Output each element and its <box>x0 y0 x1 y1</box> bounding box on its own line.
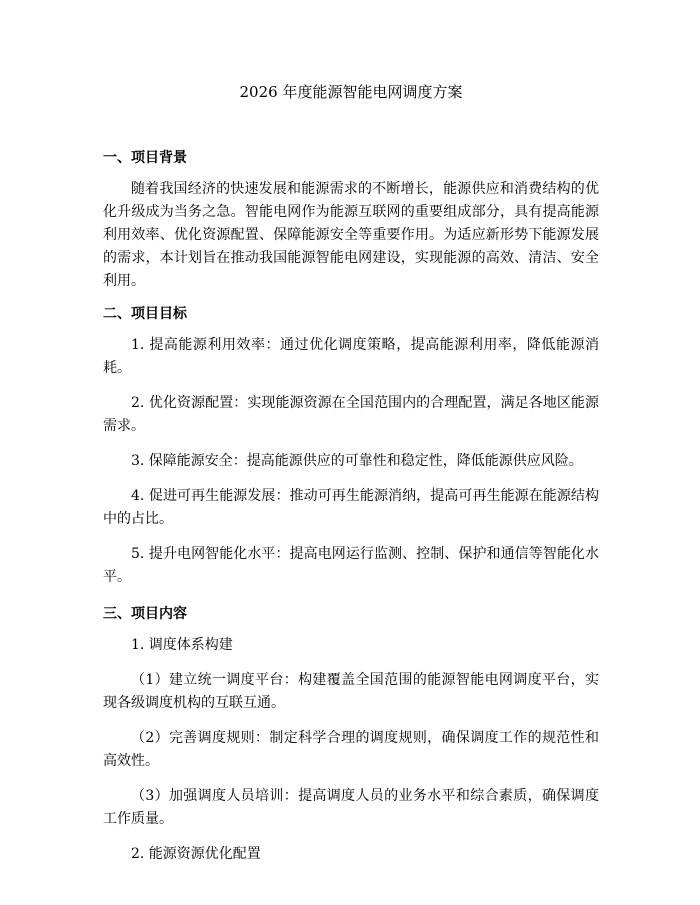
section-heading-content: 三、项目内容 <box>103 606 187 622</box>
section-background <box>103 148 599 293</box>
document-body <box>103 82 599 878</box>
subsection-title: 1. 调度体系构建 <box>131 637 233 653</box>
goal-item: 3. 保障能源安全：提高能源供应的可靠性和稳定性，降低能源供应风险。 <box>131 453 583 469</box>
goal-item: 1. 提高能源利用效率：通过优化调度策略，提高能源利用率，降低能源消耗。 <box>103 337 599 376</box>
section-heading-goals: 二、项目目标 <box>103 306 187 322</box>
goal-item: 4. 促进可再生能源发展：推动可再生能源消纳，提高可再生能源在能源结构中的占比。 <box>103 488 599 527</box>
subsection-title: 2. 能源资源优化配置 <box>131 846 261 862</box>
section-heading-background: 一、项目背景 <box>103 150 187 166</box>
goal-item: 5. 提升电网智能化水平：提高电网运行监测、控制、保护和通信等智能化水平。 <box>103 546 599 585</box>
background-paragraph: 随着我国经济的快速发展和能源需求的不断增长，能源供应和消费结构的优化升级成为当务之急。智能电网作为能源互联网的重要组成部分，具有提高能源利用效率、优化资源配置、保障能源安全等重要作用。为适应新形势下能源发展的需求，本计划旨在推动我国能源智能电网建设，实现能源的高效、清洁、安全利用。 <box>103 181 599 289</box>
document-title: 2026 年度能源智能电网调度方案 <box>239 83 463 101</box>
goal-item: 2. 优化资源配置：实现能源资源在全国范围内的合理配置，满足各地区能源需求。 <box>103 395 599 434</box>
section-goals <box>103 304 599 589</box>
subsection-item: （3）加强调度人员培训：提高调度人员的业务水平和综合素质，确保调度工作质量。 <box>103 788 599 827</box>
subsection-item: （1）建立统一调度平台：构建覆盖全国范围的能源智能电网调度平台，实现各级调度机构的互联互通。 <box>103 672 599 711</box>
section-content <box>103 604 599 866</box>
subsection-item: （2）完善调度规则：制定科学合理的调度规则，确保调度工作的规范性和高效性。 <box>103 730 599 769</box>
